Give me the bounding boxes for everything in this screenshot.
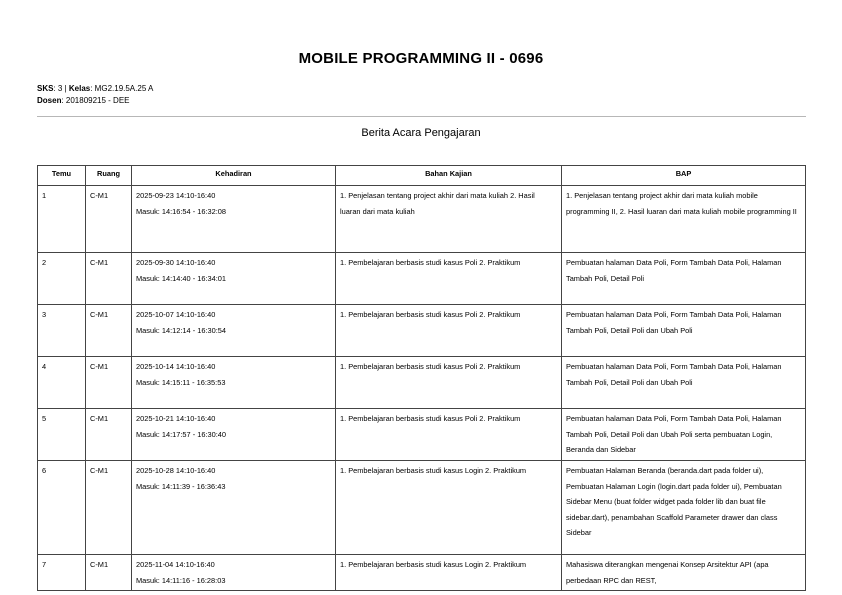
table-row [38,186,806,253]
check-in-time: Masuk: 14:15:11 - 16:35:53 [136,377,226,387]
lecturer-info [37,95,130,106]
cell-bahan-kajian: 1. Pembelajaran berbasis studi kasus Poli 2. Praktikum [336,253,562,305]
check-in-time: Masuk: 14:12:14 - 16:30:54 [136,325,226,335]
schedule-time: 2025-11-04 14:10-16:40 [136,560,215,569]
header-bap: BAP [562,166,806,186]
table-row [38,357,806,409]
cell-temu: 1 [38,186,86,253]
table-row [38,253,806,305]
cell-bahan-kajian: 1. Pembelajaran berbasis studi kasus Login 2. Praktikum [336,555,562,591]
table-row [38,555,806,591]
check-in-time: Masuk: 14:11:39 - 16:36:43 [136,481,226,491]
schedule-time: 2025-09-23 14:10-16:40 [136,191,216,200]
header-ruang: Ruang [86,166,132,186]
cell-ruang: C-M1 [86,409,132,461]
cell-ruang: C-M1 [86,186,132,253]
cell-kehadiran [132,357,336,409]
cell-kehadiran [132,186,336,253]
kelas-label: Kelas [68,84,91,93]
check-in-time: Masuk: 14:17:57 - 16:30:40 [136,429,226,439]
schedule-time: 2025-10-14 14:10-16:40 [136,362,216,371]
table-header-row [38,166,806,186]
cell-bap: Pembuatan Halaman Beranda (beranda.dart pada folder ui), Pembuatan Halaman Login (login.dart pada folder ui), Pembuatan Sidebar Menu (buat folder widget pada folder lib dan buat file sidebar.dart), penambahan Scaffold Parameter drawer dan class Sidebar [562,461,806,555]
schedule-time: 2025-10-28 14:10-16:40 [136,466,216,475]
cell-kehadiran [132,409,336,461]
cell-bap: Pembuatan halaman Data Poli, Form Tambah Data Poli, Halaman Tambah Poli, Detail Poli dan Ubah Poli [562,305,806,357]
cell-kehadiran [132,461,336,555]
cell-temu: 6 [38,461,86,555]
table-row [38,409,806,461]
schedule-time: 2025-09-30 14:10-16:40 [136,258,216,267]
cell-bap: Pembuatan halaman Data Poli, Form Tambah Data Poli, Halaman Tambah Poli, Detail Poli [562,253,806,305]
cell-bahan-kajian: 1. Penjelasan tentang project akhir dari mata kuliah 2. Hasil luaran dari mata kuliah [336,186,562,253]
schedule-time: 2025-10-07 14:10-16:40 [136,310,216,319]
cell-bap: Pembuatan halaman Data Poli, Form Tambah Data Poli, Halaman Tambah Poli, Detail Poli dan Ubah Poli [562,357,806,409]
divider [37,116,806,117]
course-info [37,83,153,94]
dosen-label: Dosen [37,96,62,105]
cell-ruang: C-M1 [86,305,132,357]
table-row [38,305,806,357]
teaching-report-table [37,165,806,591]
dosen-value: : 201809215 - DEE [61,96,130,105]
cell-bap: Pembuatan halaman Data Poli, Form Tambah Data Poli, Halaman Tambah Poli, Detail Poli dan Ubah Poli serta pembuatan Login, Beranda dan Sidebar [562,409,806,461]
cell-temu: 7 [38,555,86,591]
cell-temu: 2 [38,253,86,305]
header-bahan-kajian: Bahan Kajian [336,166,562,186]
sks-label: SKS [37,84,54,93]
header-temu: Temu [38,166,86,186]
header-kehadiran: Kehadiran [132,166,336,186]
cell-bahan-kajian: 1. Pembelajaran berbasis studi kasus Poli 2. Praktikum [336,409,562,461]
check-in-time: Masuk: 14:14:40 - 16:34:01 [136,273,226,283]
cell-bahan-kajian: 1. Pembelajaran berbasis studi kasus Login 2. Praktikum [336,461,562,555]
cell-bahan-kajian: 1. Pembelajaran berbasis studi kasus Poli 2. Praktikum [336,305,562,357]
kelas-value: : MG2.19.5A.25 A [90,84,154,93]
cell-kehadiran [132,253,336,305]
cell-ruang: C-M1 [86,357,132,409]
cell-kehadiran [132,305,336,357]
page-title: MOBILE PROGRAMMING II - 0696 [298,50,544,67]
cell-temu: 3 [38,305,86,357]
sks-value: : 3 | [53,84,69,93]
table-row [38,461,806,555]
cell-bap: 1. Penjelasan tentang project akhir dari mata kuliah mobile programming II, 2. Hasil luaran dari mata kuliah mobile programming II [562,186,806,253]
cell-bahan-kajian: 1. Pembelajaran berbasis studi kasus Poli 2. Praktikum [336,357,562,409]
cell-temu: 4 [38,357,86,409]
cell-temu: 5 [38,409,86,461]
cell-ruang: C-M1 [86,253,132,305]
check-in-time: Masuk: 14:11:16 - 16:28:03 [136,575,226,585]
cell-kehadiran [132,555,336,591]
schedule-time: 2025-10-21 14:10-16:40 [136,414,216,423]
check-in-time: Masuk: 14:16:54 - 16:32:08 [136,206,226,216]
cell-bap: Mahasiswa diterangkan mengenai Konsep Arsitektur API (apa perbedaan RPC dan REST, [562,555,806,591]
cell-ruang: C-M1 [86,461,132,555]
section-title: Berita Acara Pengajaran [361,127,481,139]
cell-ruang: C-M1 [86,555,132,591]
